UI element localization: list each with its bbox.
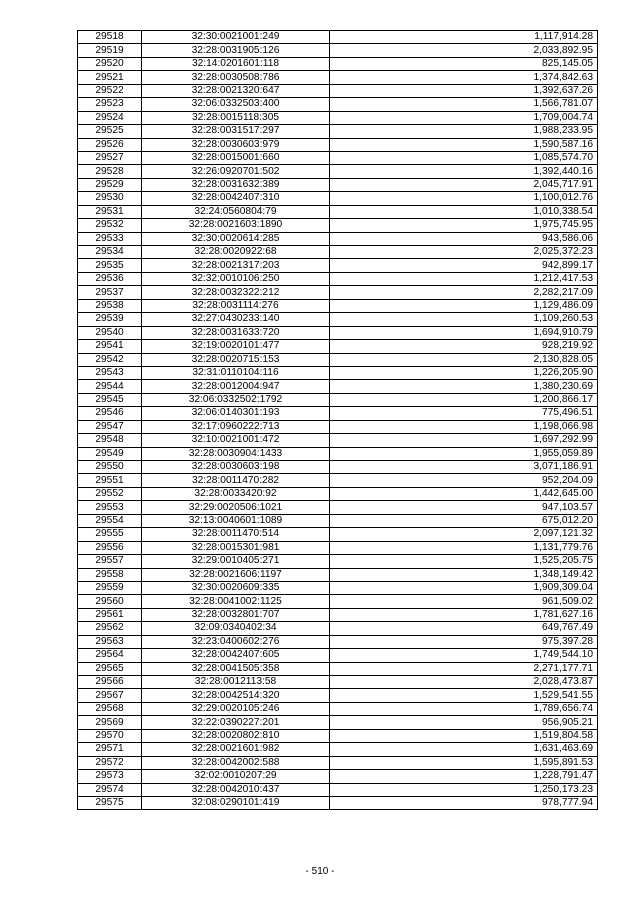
table-row — [78, 393, 598, 406]
amount-cell: 956,905.21 — [330, 716, 598, 729]
table-row — [78, 205, 598, 218]
ledger-table — [77, 30, 598, 810]
table-row — [78, 151, 598, 164]
amount-cell: 2,028,473.87 — [330, 676, 598, 689]
row-number-cell: 29572 — [78, 756, 142, 769]
row-number-cell: 29530 — [78, 192, 142, 205]
table-row — [78, 57, 598, 70]
amount-cell: 2,282,217.09 — [330, 286, 598, 299]
row-number-cell: 29532 — [78, 219, 142, 232]
row-number-cell: 29531 — [78, 205, 142, 218]
amount-cell: 2,271,177.71 — [330, 662, 598, 675]
table-row — [78, 366, 598, 379]
amount-cell: 675,012.20 — [330, 514, 598, 527]
amount-cell: 1,781,627.16 — [330, 608, 598, 621]
cadastral-number-cell: 32:28:0042407:310 — [142, 192, 330, 205]
amount-cell: 1,694,910.79 — [330, 326, 598, 339]
table-row — [78, 702, 598, 715]
table-row — [78, 729, 598, 742]
row-number-cell: 29562 — [78, 622, 142, 635]
amount-cell: 2,097,121.32 — [330, 528, 598, 541]
row-number-cell: 29524 — [78, 111, 142, 124]
table-row — [78, 447, 598, 460]
row-number-cell: 29537 — [78, 286, 142, 299]
table-row — [78, 635, 598, 648]
cadastral-number-cell: 32:28:0020802:810 — [142, 729, 330, 742]
table-row — [78, 232, 598, 245]
table-row — [78, 770, 598, 783]
row-number-cell: 29519 — [78, 44, 142, 57]
amount-cell: 1,595,891.53 — [330, 756, 598, 769]
row-number-cell: 29538 — [78, 299, 142, 312]
cadastral-number-cell: 32:29:0020506:1021 — [142, 501, 330, 514]
table-row — [78, 219, 598, 232]
table-row — [78, 272, 598, 285]
table-row — [78, 595, 598, 608]
row-number-cell: 29523 — [78, 98, 142, 111]
cadastral-number-cell: 32:28:0042002:588 — [142, 756, 330, 769]
amount-cell: 2,045,717.91 — [330, 178, 598, 191]
cadastral-number-cell: 32:27:0430233:140 — [142, 313, 330, 326]
cadastral-number-cell: 32:28:0031632:389 — [142, 178, 330, 191]
cadastral-number-cell: 32:08:0290101:419 — [142, 796, 330, 809]
table-row — [78, 783, 598, 796]
cadastral-number-cell: 32:28:0042407:605 — [142, 649, 330, 662]
cadastral-number-cell: 32:28:0021606:1197 — [142, 568, 330, 581]
cadastral-number-cell: 32:17:0960222:713 — [142, 420, 330, 433]
row-number-cell: 29552 — [78, 487, 142, 500]
table-row — [78, 192, 598, 205]
amount-cell: 1,212,417.53 — [330, 272, 598, 285]
amount-cell: 1,380,230.69 — [330, 380, 598, 393]
amount-cell: 1,631,463.69 — [330, 743, 598, 756]
amount-cell: 1,117,914.28 — [330, 31, 598, 44]
row-number-cell: 29543 — [78, 366, 142, 379]
amount-cell: 1,909,309.04 — [330, 581, 598, 594]
row-number-cell: 29536 — [78, 272, 142, 285]
row-number-cell: 29564 — [78, 649, 142, 662]
row-number-cell: 29520 — [78, 57, 142, 70]
cadastral-number-cell: 32:28:0011470:514 — [142, 528, 330, 541]
cadastral-number-cell: 32:28:0031633:720 — [142, 326, 330, 339]
row-number-cell: 29559 — [78, 581, 142, 594]
cadastral-number-cell: 32:28:0033420:92 — [142, 487, 330, 500]
cadastral-number-cell: 32:28:0030603:198 — [142, 461, 330, 474]
cadastral-number-cell: 32:24:0560804:79 — [142, 205, 330, 218]
row-number-cell: 29529 — [78, 178, 142, 191]
row-number-cell: 29548 — [78, 434, 142, 447]
amount-cell: 1,374,842.63 — [330, 71, 598, 84]
row-number-cell: 29565 — [78, 662, 142, 675]
row-number-cell: 29544 — [78, 380, 142, 393]
amount-cell: 1,392,440.16 — [330, 165, 598, 178]
table-row — [78, 313, 598, 326]
cadastral-number-cell: 32:14:0201601:118 — [142, 57, 330, 70]
cadastral-number-cell: 32:06:0140301:193 — [142, 407, 330, 420]
row-number-cell: 29528 — [78, 165, 142, 178]
row-number-cell: 29553 — [78, 501, 142, 514]
row-number-cell: 29558 — [78, 568, 142, 581]
table-row — [78, 514, 598, 527]
cadastral-number-cell: 32:28:0021320:647 — [142, 84, 330, 97]
amount-cell: 1,200,866.17 — [330, 393, 598, 406]
table-row — [78, 528, 598, 541]
cadastral-number-cell: 32:28:0041002:1125 — [142, 595, 330, 608]
row-number-cell: 29551 — [78, 474, 142, 487]
table-row — [78, 259, 598, 272]
amount-cell: 942,899.17 — [330, 259, 598, 272]
table-row — [78, 474, 598, 487]
row-number-cell: 29518 — [78, 31, 142, 44]
cadastral-number-cell: 32:28:0015001:660 — [142, 151, 330, 164]
row-number-cell: 29573 — [78, 770, 142, 783]
row-number-cell: 29555 — [78, 528, 142, 541]
amount-cell: 825,145.05 — [330, 57, 598, 70]
row-number-cell: 29561 — [78, 608, 142, 621]
table-row — [78, 796, 598, 809]
row-number-cell: 29546 — [78, 407, 142, 420]
table-row — [78, 44, 598, 57]
row-number-cell: 29560 — [78, 595, 142, 608]
table-row — [78, 434, 598, 447]
row-number-cell: 29570 — [78, 729, 142, 742]
table-row — [78, 662, 598, 675]
amount-cell: 2,033,892.95 — [330, 44, 598, 57]
row-number-cell: 29545 — [78, 393, 142, 406]
amount-cell: 943,586.06 — [330, 232, 598, 245]
table-row — [78, 581, 598, 594]
row-number-cell: 29540 — [78, 326, 142, 339]
cadastral-number-cell: 32:06:0332503:400 — [142, 98, 330, 111]
table-row — [78, 756, 598, 769]
cadastral-number-cell: 32:13:0040601:1089 — [142, 514, 330, 527]
amount-cell: 961,509.02 — [330, 595, 598, 608]
amount-cell: 1,749,544.10 — [330, 649, 598, 662]
cadastral-number-cell: 32:10:0021001:472 — [142, 434, 330, 447]
table-row — [78, 461, 598, 474]
cadastral-number-cell: 32:28:0020715:153 — [142, 353, 330, 366]
row-number-cell: 29522 — [78, 84, 142, 97]
ledger-table-body — [78, 31, 598, 810]
amount-cell: 928,219.92 — [330, 340, 598, 353]
table-row — [78, 487, 598, 500]
cadastral-number-cell: 32:32:0010106:250 — [142, 272, 330, 285]
amount-cell: 775,496.51 — [330, 407, 598, 420]
cadastral-number-cell: 32:06:0332502:1792 — [142, 393, 330, 406]
cadastral-number-cell: 32:28:0030904:1433 — [142, 447, 330, 460]
row-number-cell: 29527 — [78, 151, 142, 164]
amount-cell: 1,525,205.75 — [330, 555, 598, 568]
row-number-cell: 29575 — [78, 796, 142, 809]
table-row — [78, 743, 598, 756]
amount-cell: 649,767.49 — [330, 622, 598, 635]
table-row — [78, 178, 598, 191]
table-row — [78, 407, 598, 420]
amount-cell: 1,085,574.70 — [330, 151, 598, 164]
table-row — [78, 286, 598, 299]
row-number-cell: 29557 — [78, 555, 142, 568]
amount-cell: 1,250,173.23 — [330, 783, 598, 796]
amount-cell: 1,988,233.95 — [330, 125, 598, 138]
amount-cell: 2,025,372.23 — [330, 246, 598, 259]
cadastral-number-cell: 32:28:0031517:297 — [142, 125, 330, 138]
table-row — [78, 501, 598, 514]
cadastral-number-cell: 32:28:0021317:203 — [142, 259, 330, 272]
table-row — [78, 246, 598, 259]
row-number-cell: 29567 — [78, 689, 142, 702]
cadastral-number-cell: 32:02:0010207:29 — [142, 770, 330, 783]
cadastral-number-cell: 32:28:0042010:437 — [142, 783, 330, 796]
table-row — [78, 31, 598, 44]
amount-cell: 1,519,804.58 — [330, 729, 598, 742]
row-number-cell: 29541 — [78, 340, 142, 353]
table-row — [78, 649, 598, 662]
amount-cell: 978,777.94 — [330, 796, 598, 809]
table-row — [78, 326, 598, 339]
row-number-cell: 29554 — [78, 514, 142, 527]
table-row — [78, 111, 598, 124]
cadastral-number-cell: 32:19:0020101:477 — [142, 340, 330, 353]
cadastral-number-cell: 32:28:0041505:358 — [142, 662, 330, 675]
amount-cell: 2,130,828.05 — [330, 353, 598, 366]
table-row — [78, 299, 598, 312]
amount-cell: 1,566,781.07 — [330, 98, 598, 111]
table-row — [78, 608, 598, 621]
cadastral-number-cell: 32:29:0020105:246 — [142, 702, 330, 715]
amount-cell: 1,697,292.99 — [330, 434, 598, 447]
row-number-cell: 29571 — [78, 743, 142, 756]
amount-cell: 1,226,205.90 — [330, 366, 598, 379]
row-number-cell: 29574 — [78, 783, 142, 796]
row-number-cell: 29542 — [78, 353, 142, 366]
table-row — [78, 676, 598, 689]
cadastral-number-cell: 32:28:0012113:58 — [142, 676, 330, 689]
table-row — [78, 420, 598, 433]
cadastral-number-cell: 32:28:0020922:68 — [142, 246, 330, 259]
amount-cell: 1,789,656.74 — [330, 702, 598, 715]
row-number-cell: 29566 — [78, 676, 142, 689]
amount-cell: 975,397.28 — [330, 635, 598, 648]
amount-cell: 1,975,745.95 — [330, 219, 598, 232]
cadastral-number-cell: 32:30:0020609:335 — [142, 581, 330, 594]
cadastral-number-cell: 32:28:0021601:982 — [142, 743, 330, 756]
cadastral-number-cell: 32:28:0021603:1890 — [142, 219, 330, 232]
row-number-cell: 29534 — [78, 246, 142, 259]
table-row — [78, 716, 598, 729]
row-number-cell: 29549 — [78, 447, 142, 460]
table-row — [78, 353, 598, 366]
cadastral-number-cell: 32:28:0012004:947 — [142, 380, 330, 393]
cadastral-number-cell: 32:31:0110104:116 — [142, 366, 330, 379]
table-row — [78, 622, 598, 635]
row-number-cell: 29568 — [78, 702, 142, 715]
cadastral-number-cell: 32:30:0020614:285 — [142, 232, 330, 245]
table-row — [78, 555, 598, 568]
amount-cell: 1,228,791.47 — [330, 770, 598, 783]
amount-cell: 1,100,012.76 — [330, 192, 598, 205]
cadastral-number-cell: 32:09:0340402:34 — [142, 622, 330, 635]
cadastral-number-cell: 32:28:0011470:282 — [142, 474, 330, 487]
amount-cell: 1,392,637.26 — [330, 84, 598, 97]
amount-cell: 1,348,149.42 — [330, 568, 598, 581]
amount-cell: 1,131,779.76 — [330, 541, 598, 554]
row-number-cell: 29535 — [78, 259, 142, 272]
amount-cell: 1,590,587.16 — [330, 138, 598, 151]
row-number-cell: 29521 — [78, 71, 142, 84]
row-number-cell: 29547 — [78, 420, 142, 433]
cadastral-number-cell: 32:28:0030508:786 — [142, 71, 330, 84]
table-row — [78, 138, 598, 151]
table-row — [78, 125, 598, 138]
cadastral-number-cell: 32:28:0031114:276 — [142, 299, 330, 312]
table-row — [78, 71, 598, 84]
cadastral-number-cell: 32:28:0032322:212 — [142, 286, 330, 299]
amount-cell: 1,955,059.89 — [330, 447, 598, 460]
amount-cell: 1,109,260.53 — [330, 313, 598, 326]
amount-cell: 1,010,338.54 — [330, 205, 598, 218]
table-row — [78, 380, 598, 393]
table-row — [78, 98, 598, 111]
table-row — [78, 689, 598, 702]
cadastral-number-cell: 32:28:0030603:979 — [142, 138, 330, 151]
table-row — [78, 84, 598, 97]
amount-cell: 952,204.09 — [330, 474, 598, 487]
table-row — [78, 165, 598, 178]
row-number-cell: 29539 — [78, 313, 142, 326]
row-number-cell: 29525 — [78, 125, 142, 138]
row-number-cell: 29526 — [78, 138, 142, 151]
amount-cell: 1,129,486.09 — [330, 299, 598, 312]
row-number-cell: 29569 — [78, 716, 142, 729]
amount-cell: 3,071,186.91 — [330, 461, 598, 474]
row-number-cell: 29563 — [78, 635, 142, 648]
amount-cell: 1,709,004.74 — [330, 111, 598, 124]
table-row — [78, 541, 598, 554]
cadastral-number-cell: 32:28:0015118:305 — [142, 111, 330, 124]
amount-cell: 947,103.57 — [330, 501, 598, 514]
cadastral-number-cell: 32:26:0920701:502 — [142, 165, 330, 178]
amount-cell: 1,529,541.55 — [330, 689, 598, 702]
cadastral-number-cell: 32:28:0032801:707 — [142, 608, 330, 621]
row-number-cell: 29533 — [78, 232, 142, 245]
cadastral-number-cell: 32:29:0010405:271 — [142, 555, 330, 568]
cadastral-number-cell: 32:28:0042514:320 — [142, 689, 330, 702]
cadastral-number-cell: 32:30:0021001:249 — [142, 31, 330, 44]
page-number: - 510 - — [305, 866, 335, 877]
amount-cell: 1,442,645.00 — [330, 487, 598, 500]
cadastral-number-cell: 32:28:0031905:126 — [142, 44, 330, 57]
cadastral-number-cell: 32:28:0015301:981 — [142, 541, 330, 554]
cadastral-number-cell: 32:23:0400602:276 — [142, 635, 330, 648]
table-row — [78, 568, 598, 581]
row-number-cell: 29556 — [78, 541, 142, 554]
row-number-cell: 29550 — [78, 461, 142, 474]
amount-cell: 1,198,066.98 — [330, 420, 598, 433]
cadastral-number-cell: 32:22:0390227:201 — [142, 716, 330, 729]
table-row — [78, 340, 598, 353]
